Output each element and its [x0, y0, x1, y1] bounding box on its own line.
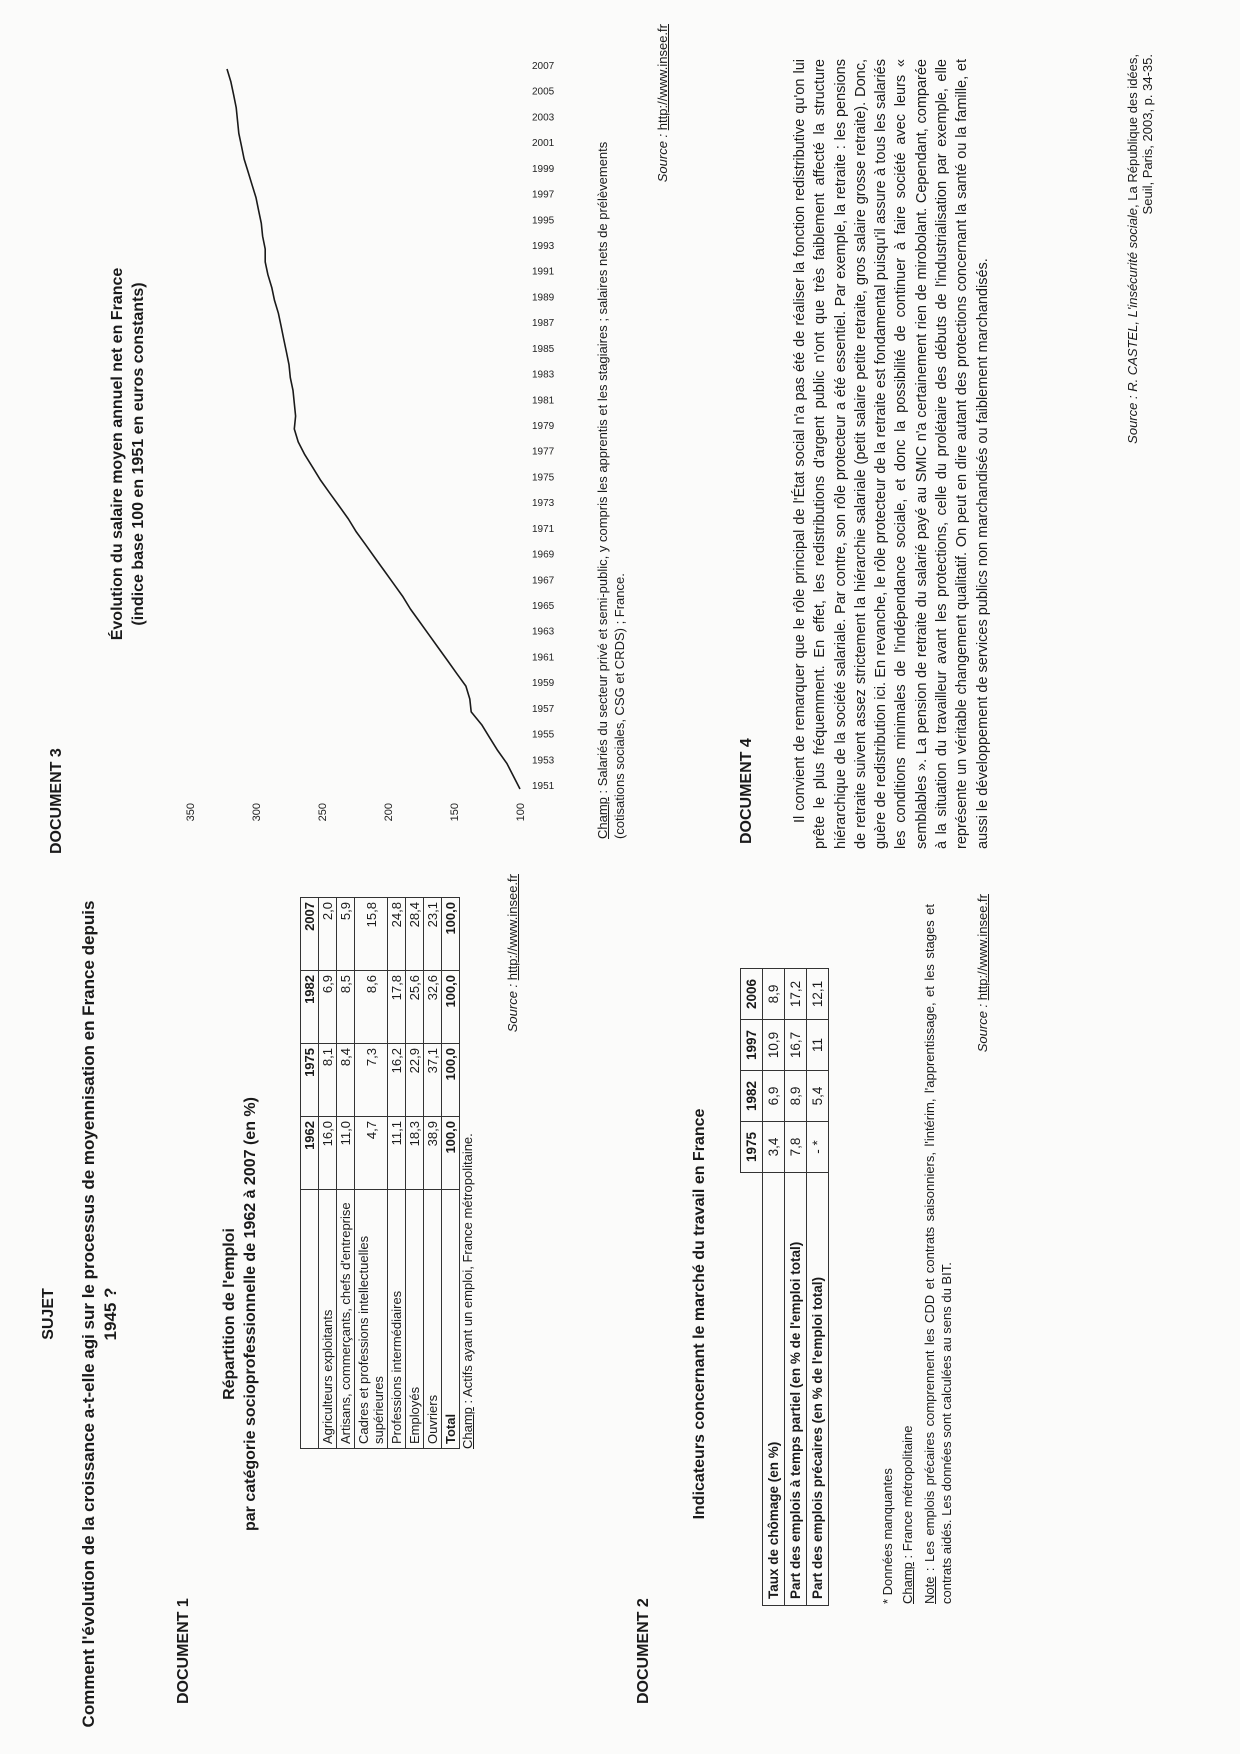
cell: 7,3 [355, 1044, 388, 1117]
row-label: Employés [406, 1190, 424, 1449]
table-row [388, 898, 406, 1449]
champ-label: Champ [900, 1562, 915, 1604]
y-tick-label: 250 [317, 803, 329, 822]
x-tick-label: 1999 [532, 163, 555, 175]
source-link[interactable]: http://www.insee.fr [975, 894, 990, 1001]
cell: 32,6 [424, 971, 442, 1044]
cell: 8,1 [319, 1044, 337, 1117]
source-prefix: Source : R. CASTEL, [1125, 317, 1140, 444]
table-total-row [442, 898, 460, 1449]
table-row [785, 969, 807, 1606]
table-row [424, 898, 442, 1449]
document-3-champ [595, 79, 629, 839]
document-2-source [975, 894, 990, 1454]
table-corner-cell [301, 1190, 319, 1449]
table-corner-cell [741, 1173, 763, 1606]
cell: 8,9 [763, 969, 785, 1020]
employment-table [300, 897, 460, 1449]
cell: 37,1 [424, 1044, 442, 1117]
y-tick-label: 200 [383, 803, 395, 822]
cell: 12,1 [807, 969, 829, 1020]
x-tick-label: 1955 [532, 729, 555, 741]
year-header: 1982 [301, 971, 319, 1044]
cell: 25,6 [406, 971, 424, 1044]
cell: 11,0 [337, 1117, 355, 1190]
salary-index-line [227, 69, 520, 789]
x-tick-label: 1963 [532, 626, 555, 638]
x-tick-label: 1997 [532, 189, 555, 201]
cell: 2,0 [319, 898, 337, 971]
year-header: 1982 [741, 1071, 763, 1122]
document-1-title-line2: par catégorie socioprofessionnelle de 1962 à 2007 (en %) [241, 1097, 259, 1531]
x-tick-label: 2003 [532, 112, 555, 124]
row-label: Taux de chômage (en %) [763, 1173, 785, 1606]
table-row [763, 969, 785, 1606]
x-tick-label: 1961 [532, 652, 555, 664]
x-tick-label: 1989 [532, 292, 555, 304]
chart-title-line2: (indice base 100 en 1951 en euros constants) [129, 282, 147, 626]
x-tick-label: 1973 [532, 498, 555, 510]
year-header: 2006 [741, 969, 763, 1020]
cell: 4,7 [355, 1117, 388, 1190]
cell: 8,4 [337, 1044, 355, 1117]
row-label: Artisans, commerçants, chefs d'entreprise [337, 1190, 355, 1449]
cell: 6,9 [319, 971, 337, 1044]
y-tick-label: 100 [515, 803, 527, 822]
x-tick-label: 1991 [532, 266, 555, 278]
x-tick-label: 1959 [532, 678, 555, 690]
cell: 11,1 [388, 1117, 406, 1190]
year-header: 1962 [301, 1117, 319, 1190]
x-tick-label: 1951 [532, 781, 555, 792]
cell: 11 [807, 1020, 829, 1071]
x-tick-label: 1965 [532, 601, 555, 612]
document-1-title-line1: Répartition de l'emploi [221, 1228, 238, 1400]
cell: 100,0 [442, 898, 460, 971]
champ-label: Champ [460, 1407, 475, 1449]
table-row [807, 969, 829, 1606]
document-4-source [1125, 54, 1155, 654]
labour-market-table [740, 968, 829, 1606]
document-3-chart-title [108, 34, 150, 874]
note-text: : Les emplois précaires comprennent les CDD et contrats saisonniers, l'intérim, l'apprentissage, et les stages et contrats aidés. Les données sont calculées au sens du BIT. [922, 904, 954, 1604]
cell: - * [807, 1122, 829, 1173]
document-1-champ [460, 1133, 477, 1449]
document-1-source [505, 874, 520, 1454]
champ-text: : Salariés du secteur privé et semi-public, y compris les apprentis et les stagiaires ; salaires nets de prélèvements (cotisations sociales, CSG et CRDS) ; France. [595, 141, 627, 839]
cell: 16,7 [785, 1020, 807, 1071]
source-label: Source : [975, 1000, 990, 1053]
y-tick-label: 300 [251, 803, 263, 822]
x-tick-label: 1987 [532, 318, 555, 330]
source-label: Source : [505, 980, 520, 1033]
source-link[interactable]: http://www.insee.fr [505, 874, 520, 981]
document-2-champ [900, 1426, 917, 1605]
row-label: Total [442, 1190, 460, 1449]
year-header: 1975 [301, 1044, 319, 1117]
x-tick-label: 1957 [532, 703, 555, 715]
sujet-heading: SUJET [40, 1288, 57, 1340]
year-header: 1997 [741, 1020, 763, 1071]
source-line1 [1125, 54, 1140, 654]
document-1-label: DOCUMENT 1 [175, 1598, 192, 1704]
row-label: Cadres et professions intellectuelles supérieures [355, 1190, 388, 1449]
salary-line-chart [175, 59, 585, 859]
chart-title-line1: Évolution du salaire moyen annuel net en France [109, 267, 126, 641]
cell: 38,9 [424, 1117, 442, 1190]
table-header-row [741, 969, 763, 1606]
document-3-source [655, 24, 670, 654]
document-4-body: Il convient de remarquer que le rôle principal de l'État social n'a pas été de réaliser la fonction redistributive qu'on lui prête le plus fréquemment. En effet, les redistributions d'argent public n'ont que très faiblement affecté la structure hiérarchique de la société salariale. Par contre, son rôle protecteur a été essentiel. Par exemple, la retraite : les pensions de retraite suivent assez strictement la hiérarchie salariale (petit salaire petite retraite, gros salaire grosse retraite). Donc, guère de redistribution ici. En revanche, le rôle protecteur de la retraite est fondamental puisqu'il assure à tous les salariés les conditions minimales de l'indépendance sociale, et donc la possibilité de continuer à faire société avec leurs « semblables ». La pension de retraite du salarié payé au SMIC n'a certainement rien de mirobolant. Cependant, comparée à la situation du travailleur avant les protections, celle du prolétaire des débuts de l'industrialisation par exemple, elle représente un véritable changement qualitatif. On peut en dire autant des protections concernant la santé ou la famille, et aussi le développement de services publics non marchandisés ou faiblement marchandisés. [792, 59, 991, 849]
cell: 28,4 [406, 898, 424, 971]
subject-question: Comment l'évolution de la croissance a-t-elle agi sur le processus de moyennisation en France depuis 1945 ? [79, 900, 121, 1728]
row-label: Professions intermédiaires [388, 1190, 406, 1449]
source-rest1: , La République des idées, [1125, 54, 1140, 208]
cell: 7,8 [785, 1122, 807, 1173]
cell: 23,1 [424, 898, 442, 971]
x-tick-label: 1971 [532, 523, 555, 535]
source-link[interactable]: http://www.insee.fr [655, 24, 670, 131]
note-label: Note [922, 1576, 937, 1604]
cell: 17,8 [388, 971, 406, 1044]
x-tick-label: 1985 [532, 343, 555, 355]
x-tick-label: 2007 [532, 61, 555, 72]
y-tick-label: 150 [449, 803, 461, 822]
row-label: Part des emplois à temps partiel (en % de l'emploi total) [785, 1173, 807, 1606]
x-tick-label: 1993 [532, 241, 555, 252]
champ-text: : Actifs ayant un emploi, France métropolitaine. [460, 1133, 475, 1408]
cell: 22,9 [406, 1044, 424, 1117]
chart-layer [185, 61, 555, 821]
cell: 17,2 [785, 969, 807, 1020]
row-label: Part des emplois précaires (en % de l'emploi total) [807, 1173, 829, 1606]
year-header: 2007 [301, 898, 319, 971]
cell: 8,6 [355, 971, 388, 1044]
table-row [337, 898, 355, 1449]
cell: 100,0 [442, 971, 460, 1044]
x-tick-label: 1981 [532, 395, 555, 407]
x-tick-label: 2001 [532, 138, 555, 150]
cell: 100,0 [442, 1044, 460, 1117]
x-tick-label: 1977 [532, 446, 555, 458]
row-label: Agriculteurs exploitants [319, 1190, 337, 1449]
table-row [319, 898, 337, 1449]
document-2-note [922, 904, 956, 1604]
cell: 8,5 [337, 971, 355, 1044]
x-tick-label: 1969 [532, 549, 555, 561]
x-tick-label: 1975 [532, 472, 555, 484]
cell: 10,9 [763, 1020, 785, 1071]
table-row [406, 898, 424, 1449]
champ-text: : France métropolitaine [900, 1425, 915, 1563]
cell: 100,0 [442, 1117, 460, 1190]
source-line2: Seuil, Paris, 2003, p. 34-35. [1140, 54, 1155, 215]
document-3-label: DOCUMENT 3 [48, 748, 65, 854]
source-label: Source : [655, 130, 670, 183]
cell: 24,8 [388, 898, 406, 971]
cell: 5,4 [807, 1071, 829, 1122]
cell: 6,9 [763, 1071, 785, 1122]
cell: 8,9 [785, 1071, 807, 1122]
document-2-missing-note: * Données manquantes [880, 1468, 895, 1604]
x-tick-label: 1995 [532, 215, 555, 227]
document-2-label: DOCUMENT 2 [635, 1598, 652, 1704]
x-tick-label: 2005 [532, 86, 555, 98]
x-tick-label: 1953 [532, 755, 555, 767]
x-tick-label: 1983 [532, 369, 555, 381]
cell: 3,4 [763, 1122, 785, 1173]
y-tick-label: 350 [185, 803, 197, 822]
x-tick-label: 1979 [532, 421, 555, 432]
cell: 15,8 [355, 898, 388, 971]
cell: 16,2 [388, 1044, 406, 1117]
champ-label: Champ [595, 797, 610, 839]
document-4-label: DOCUMENT 4 [738, 738, 755, 844]
row-label: Ouvriers [424, 1190, 442, 1449]
year-header: 1975 [741, 1122, 763, 1173]
cell: 16,0 [319, 1117, 337, 1190]
cell: 18,3 [406, 1117, 424, 1190]
document-1-title [220, 894, 262, 1734]
x-tick-label: 1967 [532, 575, 555, 587]
document-2-title: Indicateurs concernant le marché du travail en France [691, 1108, 708, 1520]
cell: 5,9 [337, 898, 355, 971]
source-book: L'insécurité sociale [1125, 207, 1140, 318]
table-header-row [301, 898, 319, 1449]
table-row [355, 898, 388, 1449]
